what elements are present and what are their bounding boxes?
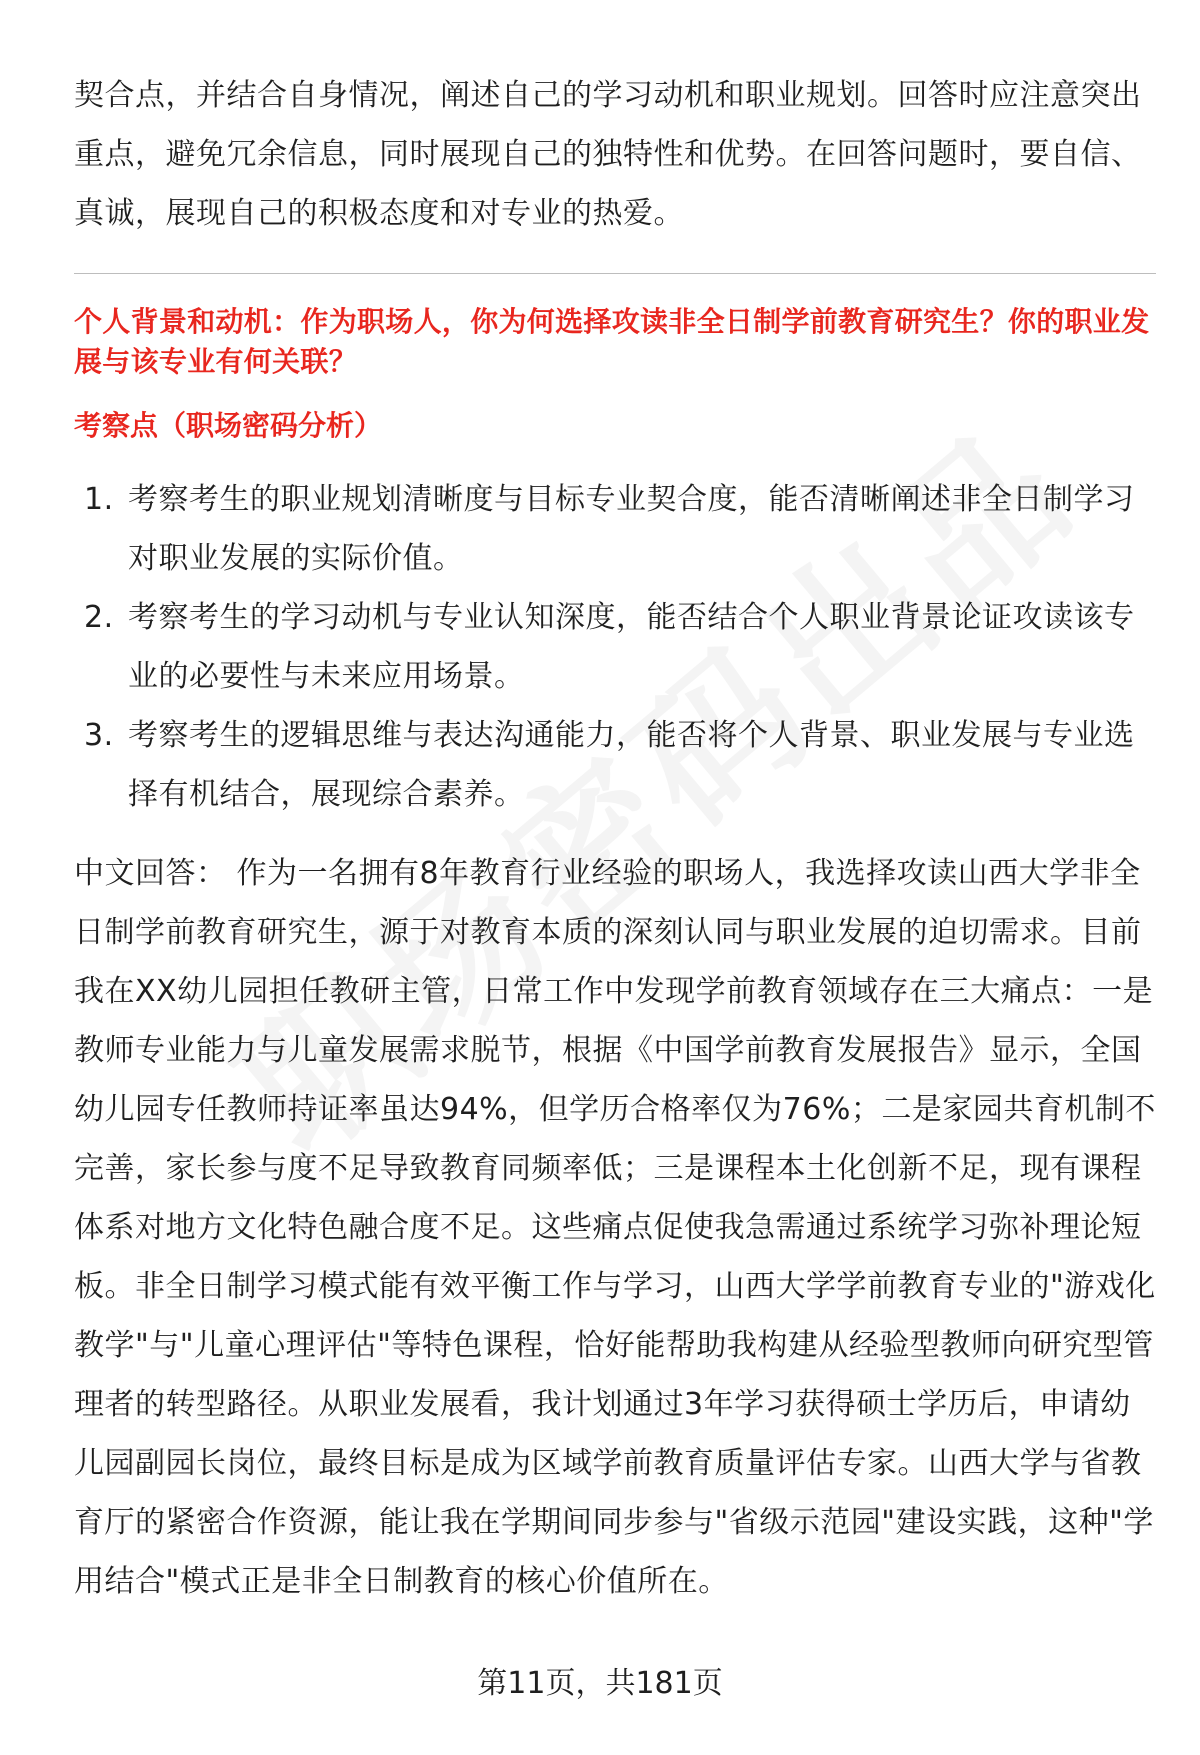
list-item-text: 考察考生的逻辑思维与表达沟通能力，能否将个人背景、职业发展与专业选择有机结合，展现综合素养。 [128,718,1135,812]
page-number-footer: 第11页，共181页 [477,1666,723,1701]
list-item [74,588,1156,706]
list-item [74,470,1156,588]
list-item-number: 1. [84,482,114,517]
question-heading: 个人背景和动机：作为职场人，你为何选择攻读非全日制学前教育研究生？你的职业发展与该专业有何关联？ [74,305,1150,378]
section-title: 考察点（职场密码分析） [74,409,383,442]
list-item-number: 3. [84,718,114,753]
page-content [74,66,1156,1611]
list-item [74,706,1156,824]
answer-paragraph: 中文回答： 作为一名拥有8年教育行业经验的职场人，我选择攻读山西大学非全日制学前教育研究生，源于对教育本质的深刻认同与职业发展的迫切需求。目前我在XX幼儿园担任教研主管，日常工作中发现学前教育领域存在三大痛点：一是教师专业能力与儿童发展需求脱节，根据《中国学前教育发展报告》显示，全国幼儿园专任教师持证率虽达94%，但学历合格率仅为76%；二是家园共育机制不完善，家长参与度不足导致教育同频率低；三是课程本土化创新不足，现有课程体系对地方文化特色融合度不足。这些痛点促使我急需通过系统学习弥补理论短板。非全日制学习模式能有效平衡工作与学习，山西大学学前教育专业的"游戏化教学"与"儿童心理评估"等特色课程，恰好能帮助我构建从经验型教师向研究型管理者的转型路径。从职业发展看，我计划通过3年学习获得硕士学历后，申请幼儿园副园长岗位，最终目标是成为区域学前教育质量评估专家。山西大学与省教育厅的紧密合作资源，能让我在学期间同步参与"省级示范园"建设实践，这种"学用结合"模式正是非全日制教育的核心价值所在。 [74,856,1156,1599]
list-item-text: 考察考生的职业规划清晰度与目标专业契合度，能否清晰阐述非全日制学习对职业发展的实际价值。 [128,482,1135,576]
intro-paragraph: 契合点，并结合自身情况，阐述自己的学习动机和职业规划。回答时应注意突出重点，避免冗余信息，同时展现自己的独特性和优势。在回答问题时，要自信、真诚，展现自己的积极态度和对专业的热爱。 [74,78,1142,231]
list-item-number: 2. [84,600,114,635]
assessment-points-list [74,470,1156,824]
section-divider [74,273,1156,274]
list-item-text: 考察考生的学习动机与专业认知深度，能否结合个人职业背景论证攻读该专业的必要性与未来应用场景。 [128,600,1135,694]
